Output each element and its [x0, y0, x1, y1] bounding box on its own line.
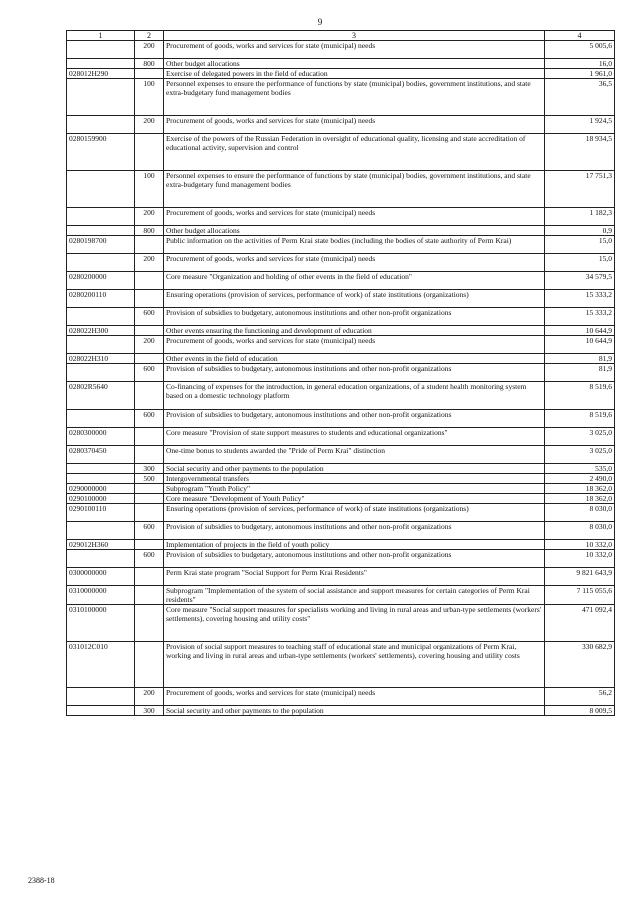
row-expense-type: 200	[135, 41, 164, 59]
row-code	[67, 59, 135, 69]
table-header-row	[67, 31, 615, 41]
row-expense-type	[135, 134, 164, 171]
row-name: Core measure "Development of Youth Policy"	[164, 494, 545, 504]
row-code: 028022Н300	[67, 326, 135, 336]
row-name: Other events ensuring the functioning and development of education	[164, 326, 545, 336]
page-number: 9	[317, 17, 323, 27]
table-row	[67, 464, 615, 474]
row-expense-type	[135, 272, 164, 290]
row-name: Social security and other payments to the population	[164, 464, 545, 474]
row-name: Provision of subsidies to budgetary, autonomous institutions and other non-profit organizations	[164, 308, 545, 326]
row-amount: 8 519,6	[545, 410, 615, 428]
row-code: 02802R5640	[67, 382, 135, 410]
row-name: Procurement of goods, works and services for state (municipal) needs	[164, 336, 545, 354]
row-amount: 10 332,0	[545, 540, 615, 550]
row-expense-type	[135, 446, 164, 464]
row-amount: 81,9	[545, 354, 615, 364]
row-expense-type	[135, 236, 164, 254]
row-name: Procurement of goods, works and services for state (municipal) needs	[164, 254, 545, 272]
row-expense-type	[135, 494, 164, 504]
row-amount: 5 005,6	[545, 41, 615, 59]
row-amount: 36,5	[545, 79, 615, 116]
row-expense-type	[135, 326, 164, 336]
row-code	[67, 522, 135, 540]
row-name: Co-financing of expenses for the introduction, in general education organizations, of a student health monitoring system based on a domestic technology platform	[164, 382, 545, 410]
table-row	[67, 522, 615, 540]
table-row	[67, 134, 615, 171]
row-name: Provision of subsidies to budgetary, autonomous institutions and other non-profit organizations	[164, 364, 545, 382]
row-amount: 8 030,0	[545, 522, 615, 540]
row-code	[67, 364, 135, 382]
table-row	[67, 59, 615, 69]
row-amount: 10 332,0	[545, 550, 615, 568]
table-row	[67, 236, 615, 254]
header-col-code: 1	[67, 31, 135, 41]
table-row	[67, 706, 615, 716]
table-row	[67, 208, 615, 226]
row-name: Exercise of delegated powers in the field of education	[164, 69, 545, 79]
budget-table	[66, 30, 615, 716]
row-expense-type: 200	[135, 688, 164, 706]
row-code	[67, 171, 135, 208]
row-expense-type: 300	[135, 706, 164, 716]
table-row	[67, 171, 615, 208]
row-amount: 3 025,0	[545, 428, 615, 446]
row-name: Intergovernmental transfers	[164, 474, 545, 484]
row-expense-type	[135, 354, 164, 364]
row-code: 0280200000	[67, 272, 135, 290]
row-expense-type: 600	[135, 410, 164, 428]
row-name: Core measure "Social support measures for specialists working and living in rural areas and urban-type settlements (workers' settlements), covering housing and utility costs"	[164, 605, 545, 642]
row-name: Provision of social support measures to teaching staff of educational state and municipal organizations of Perm Krai, working and living in rural areas and urban-type settlements (workers' settlements), covering housing and utility costs	[164, 642, 545, 688]
row-name: Provision of subsidies to budgetary, autonomous institutions and other non-profit organizations	[164, 522, 545, 540]
row-code	[67, 41, 135, 59]
row-expense-type	[135, 428, 164, 446]
row-amount: 56,2	[545, 688, 615, 706]
row-expense-type	[135, 504, 164, 522]
table-row	[67, 364, 615, 382]
row-amount: 1 961,0	[545, 69, 615, 79]
row-amount: 34 579,5	[545, 272, 615, 290]
row-amount: 1 924,5	[545, 116, 615, 134]
row-amount: 81,9	[545, 364, 615, 382]
row-expense-type	[135, 540, 164, 550]
table-row	[67, 116, 615, 134]
row-amount: 3 025,0	[545, 446, 615, 464]
table-row	[67, 550, 615, 568]
row-name: Personnel expenses to ensure the performance of functions by state (municipal) bodies, government institutions, and state extra-budgetary fund management bodies	[164, 171, 545, 208]
table-row	[67, 504, 615, 522]
table-row	[67, 642, 615, 688]
row-amount: 1 182,3	[545, 208, 615, 226]
header-col-name: 3	[164, 31, 545, 41]
row-amount: 471 092,4	[545, 605, 615, 642]
row-amount: 15,0	[545, 254, 615, 272]
row-name: Procurement of goods, works and services for state (municipal) needs	[164, 116, 545, 134]
row-code	[67, 79, 135, 116]
row-code	[67, 688, 135, 706]
row-name: Provision of subsidies to budgetary, autonomous institutions and other non-profit organizations	[164, 410, 545, 428]
header-col-type: 2	[135, 31, 164, 41]
row-code: 031012С010	[67, 642, 135, 688]
row-amount: 9 821 643,9	[545, 568, 615, 586]
row-expense-type: 200	[135, 254, 164, 272]
row-expense-type: 100	[135, 79, 164, 116]
row-amount: 0,9	[545, 226, 615, 236]
row-code	[67, 116, 135, 134]
row-name: Procurement of goods, works and services for state (municipal) needs	[164, 208, 545, 226]
table-row	[67, 474, 615, 484]
row-expense-type: 600	[135, 522, 164, 540]
row-expense-type	[135, 605, 164, 642]
table-row	[67, 69, 615, 79]
row-name: Other events in the field of education	[164, 354, 545, 364]
table-row	[67, 494, 615, 504]
row-amount: 8 519,6	[545, 382, 615, 410]
row-code: 0310000000	[67, 586, 135, 605]
row-code: 0280198700	[67, 236, 135, 254]
row-amount: 15,0	[545, 236, 615, 254]
row-code: 0290000000	[67, 484, 135, 494]
row-expense-type: 200	[135, 116, 164, 134]
row-name: Subprogram "Implementation of the system of social assistance and support measures for certain categories of Perm Krai residents"	[164, 586, 545, 605]
table-row	[67, 272, 615, 290]
row-amount: 7 115 055,6	[545, 586, 615, 605]
table-row	[67, 586, 615, 605]
row-code	[67, 208, 135, 226]
row-name: Personnel expenses to ensure the performance of functions by state (municipal) bodies, government institutions, and state extra-budgetary fund management bodies	[164, 79, 545, 116]
table-row	[67, 382, 615, 410]
row-amount: 15 333,2	[545, 308, 615, 326]
row-code: 0290100110	[67, 504, 135, 522]
table-row	[67, 568, 615, 586]
table-row	[67, 79, 615, 116]
table-row	[67, 336, 615, 354]
row-name: Social security and other payments to the population	[164, 706, 545, 716]
row-code: 029012Н360	[67, 540, 135, 550]
row-expense-type	[135, 69, 164, 79]
row-name: Core measure "Provision of state support measures to students and educational organizations"	[164, 428, 545, 446]
row-expense-type: 200	[135, 208, 164, 226]
table-row	[67, 446, 615, 464]
document-code: 2388-18	[28, 876, 55, 885]
row-name: Subprogram "Youth Policy"	[164, 484, 545, 494]
row-amount: 8 009,5	[545, 706, 615, 716]
table-row	[67, 688, 615, 706]
row-code	[67, 308, 135, 326]
table-row	[67, 410, 615, 428]
row-code: 028012Н290	[67, 69, 135, 79]
header-col-amount: 4	[545, 31, 615, 41]
row-expense-type: 600	[135, 550, 164, 568]
row-code: 0290100000	[67, 494, 135, 504]
table-row	[67, 290, 615, 308]
row-code	[67, 254, 135, 272]
table-row	[67, 540, 615, 550]
row-name: Implementation of projects in the field of youth policy	[164, 540, 545, 550]
row-expense-type	[135, 484, 164, 494]
row-expense-type	[135, 586, 164, 605]
row-expense-type: 300	[135, 464, 164, 474]
row-amount: 10 644,9	[545, 326, 615, 336]
row-code: 0300000000	[67, 568, 135, 586]
table-row	[67, 308, 615, 326]
table-row	[67, 326, 615, 336]
row-amount: 2 490,0	[545, 474, 615, 484]
row-expense-type: 100	[135, 171, 164, 208]
row-name: Exercise of the powers of the Russian Federation in oversight of educational quality, licensing and state accreditation of educational activity, supervision and control	[164, 134, 545, 171]
row-name: Core measure "Organization and holding of other events in the field of education"	[164, 272, 545, 290]
row-expense-type	[135, 290, 164, 308]
row-expense-type: 500	[135, 474, 164, 484]
row-amount: 18 362,0	[545, 494, 615, 504]
row-code	[67, 706, 135, 716]
row-code: 0280200110	[67, 290, 135, 308]
table-row	[67, 605, 615, 642]
row-expense-type: 200	[135, 336, 164, 354]
row-name: Perm Krai state program "Social Support for Perm Krai Residents"	[164, 568, 545, 586]
row-expense-type: 600	[135, 364, 164, 382]
row-expense-type: 800	[135, 59, 164, 69]
row-expense-type: 600	[135, 308, 164, 326]
row-amount: 330 682,9	[545, 642, 615, 688]
row-code	[67, 410, 135, 428]
row-amount: 10 644,9	[545, 336, 615, 354]
table-row	[67, 254, 615, 272]
row-code	[67, 226, 135, 236]
row-amount: 15 333,2	[545, 290, 615, 308]
row-amount: 16,0	[545, 59, 615, 69]
row-code: 0310100000	[67, 605, 135, 642]
row-expense-type	[135, 568, 164, 586]
row-code: 028022Н310	[67, 354, 135, 364]
row-name: Other budget allocations	[164, 59, 545, 69]
table-row	[67, 226, 615, 236]
row-code: 0280300000	[67, 428, 135, 446]
row-code	[67, 336, 135, 354]
table-row	[67, 484, 615, 494]
row-code: 0280370450	[67, 446, 135, 464]
row-amount: 18 362,0	[545, 484, 615, 494]
row-name: Ensuring operations (provision of services, performance of work) of state institutions (organizations)	[164, 504, 545, 522]
row-name: Provision of subsidies to budgetary, autonomous institutions and other non-profit organizations	[164, 550, 545, 568]
row-name: Ensuring operations (provision of services, performance of work) of state institutions (organizations)	[164, 290, 545, 308]
row-code	[67, 474, 135, 484]
row-expense-type	[135, 382, 164, 410]
row-name: Procurement of goods, works and services for state (municipal) needs	[164, 41, 545, 59]
row-code	[67, 464, 135, 474]
row-name: Procurement of goods, works and services for state (municipal) needs	[164, 688, 545, 706]
table-row	[67, 41, 615, 59]
row-amount: 8 030,0	[545, 504, 615, 522]
row-expense-type	[135, 642, 164, 688]
row-name: Public information on the activities of Perm Krai state bodies (including the bodies of state authority of Perm Krai)	[164, 236, 545, 254]
row-code	[67, 550, 135, 568]
table-row	[67, 428, 615, 446]
row-name: One-time bonus to students awarded the "Pride of Perm Krai" distinction	[164, 446, 545, 464]
row-name: Other budget allocations	[164, 226, 545, 236]
table-row	[67, 354, 615, 364]
row-code: 0280159900	[67, 134, 135, 171]
row-amount: 535,0	[545, 464, 615, 474]
row-amount: 18 934,5	[545, 134, 615, 171]
row-amount: 17 751,3	[545, 171, 615, 208]
row-expense-type: 800	[135, 226, 164, 236]
